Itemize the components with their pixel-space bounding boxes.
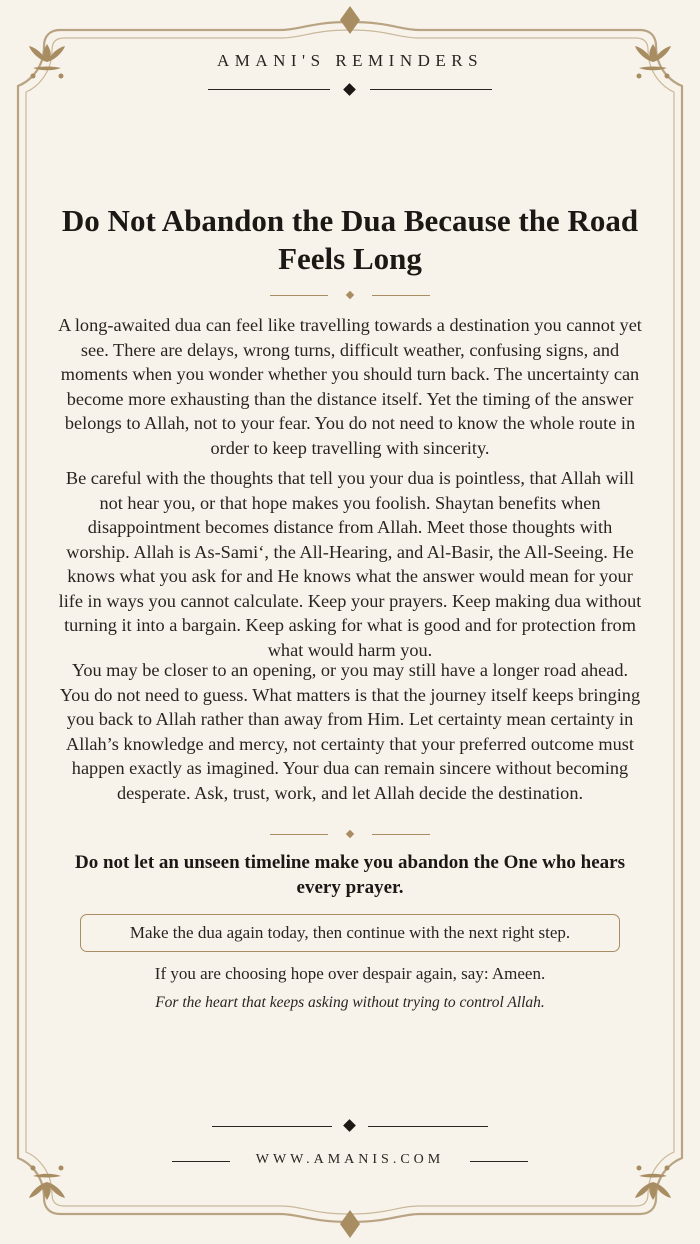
article-title: Do Not Abandon the Dua Because the Road Feels Long — [61, 203, 639, 276]
title-divider-right — [372, 295, 430, 296]
brand-name: AMANI'S REMINDERS — [216, 51, 484, 70]
emphasis-statement: Do not let an unseen timeline make you abandon the One who hears every prayer. — [75, 852, 625, 898]
title-divider-left — [270, 295, 328, 296]
ameen-line: If you are choosing hope over despair again, say: Ameen. — [154, 964, 546, 983]
callout-text: Make the dua again today, then continue with the next right step. — [129, 923, 571, 942]
body-divider-right — [372, 834, 430, 835]
website-link[interactable]: WWW.AMANIS.COM — [255, 1152, 445, 1167]
body-divider-left — [270, 834, 328, 835]
paragraph-1: A long-awaited dua can feel like travelling towards a destination you cannot yet see. There are delays, wrong turns, difficult weather, confusing signs, and moments when you wonder whether you should turn back. The uncertainty can become more exhausting than the distance itself. Yet the timing of the answer belongs to Allah, not to your fear. You do not need to know the whole route in order to keep travelling with sincerity. — [58, 315, 642, 458]
footer-rule-right — [470, 1161, 528, 1162]
header-rule-left — [208, 89, 330, 90]
callout-box — [80, 914, 620, 952]
paragraph-3: You may be closer to an opening, or you may still have a longer road ahead. You do not need to guess. What matters is that the journey itself keeps bringing you back to Allah rather than away from Him. Let certainty mean certainty in Allah’s knowledge and mercy, not certainty that your preferred outcome must happen exactly as imagined. Your dua can remain sincere without becoming desperate. Ask, trust, work, and let Allah decide the destination. — [59, 660, 641, 803]
footer-rule-top-left — [212, 1126, 332, 1127]
header-rule-right — [370, 89, 492, 90]
footer-rule-top-right — [368, 1126, 488, 1127]
closing-line: For the heart that keeps asking without trying to control Allah. — [155, 994, 545, 1011]
paragraph-2: Be careful with the thoughts that tell you your dua is pointless, that Allah will not hear you, or that hope makes you foolish. Shaytan benefits when disappointment becomes distance from Allah. Meet those thoughts with worship. Allah is As-Sami‘, the All-Hearing, and Al-Basir, the All-Seeing. He knows what you ask for and He knows what the answer would mean for your life in ways you cannot calculate. Keep your prayers. Keep making dua without turning it into a bargain. Keep asking for what is good and for protection from what would harm you. — [58, 468, 642, 660]
